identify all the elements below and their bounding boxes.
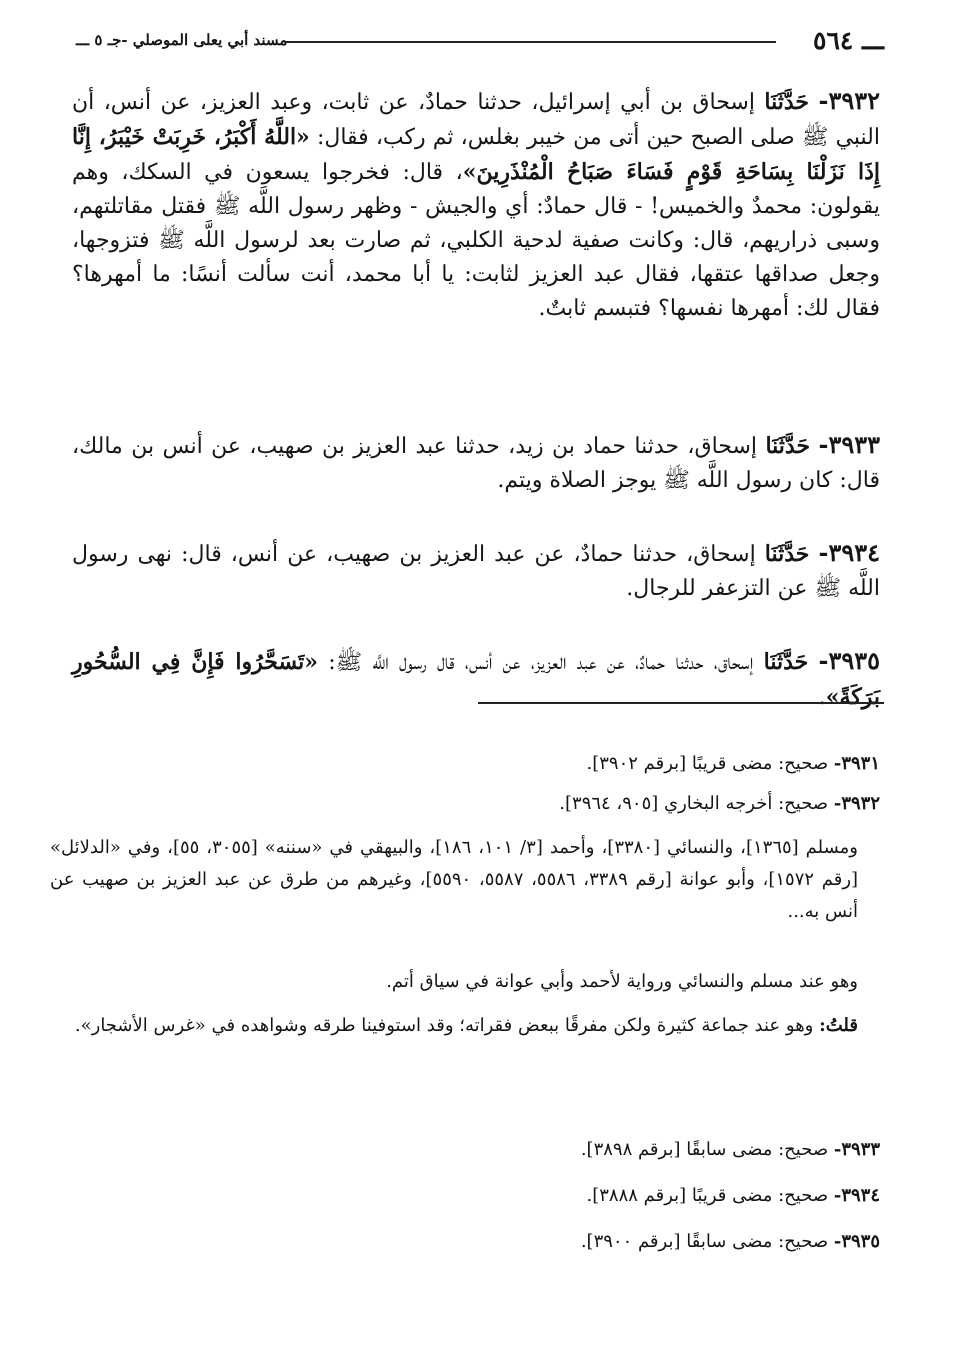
footnote-3934 bbox=[72, 1180, 880, 1212]
hadith-text: إسحاق بن أبي إسرائيل، حدثنا حمادٌ، عن ثابت، وعبد العزيز، عن أنس، أن النبي ﷺ صلى الصبح حين أتى من خيبر بغلس، ثم ركب، فقال: bbox=[72, 90, 880, 150]
hadith-3934 bbox=[72, 536, 880, 606]
header-rule bbox=[286, 41, 776, 43]
hadith-quote: «اللَّهُ أَكْبَرُ، خَرِبَتْ خَيْبَرُ، إِنَّا إِذَا نَزَلْنَا بِسَاحَةِ قَوْمٍ فَسَاءَ صَبَاحُ الْمُنْذَرِينَ» bbox=[72, 124, 880, 185]
footnote-3932 bbox=[72, 788, 880, 820]
author-note-label: قلتُ: bbox=[819, 1015, 858, 1036]
hadith-keyword: حَدَّثَنَا bbox=[764, 541, 810, 567]
hadith-text-after: ، قال: فخرجوا يسعون في السكك، وهم يقولون: محمدٌ والخميس! - قال حمادٌ: أي والجيش - وظهر رسول اللَّه ﷺ فقتل مقاتلتهم، وسبى ذراريهم، قال: وكانت صفية لدحية الكلبي، ثم صارت بعد لرسول اللَّه ﷺ فتزوجها، وجعل صداقها عتقها، فقال عبد العزيز لثابت: يا أبا محمد، أنت سألت أنسًا: ما أمهرها؟ فقال لك: أمهرها نفسها؟ فتبسم ثابتٌ. bbox=[72, 160, 880, 321]
hadith-keyword: حَدَّثَنَا bbox=[765, 433, 811, 459]
author-note-text: وهو عند جماعة كثيرة ولكن مفرقًا ببعض فقراته؛ وقد استوفينا طرقه وشواهده في «غرس الأشجار». bbox=[74, 1015, 814, 1036]
footnote-number: ٣٩٣٣- bbox=[833, 1139, 880, 1160]
hadith-number: ٣٩٣٣- bbox=[818, 430, 881, 459]
hadith-number: ٣٩٣٥- bbox=[818, 646, 881, 675]
hadith-quote: «تَسَحَّرُوا فَإِنَّ فِي السُّحُورِ بَرَكَةً» bbox=[72, 649, 880, 710]
footnote-text: صحيح: أخرجه البخاري [٩٠٥، ٣٩٦٤]. bbox=[559, 793, 829, 814]
footnote-3932-note: وهو عند مسلم والنسائي ورواية لأحمد وأبي عوانة في سياق أتم. bbox=[386, 971, 858, 992]
footnote-number: ٣٩٣٥- bbox=[833, 1231, 880, 1252]
hadith-3933 bbox=[72, 428, 880, 498]
footnote-number: ٣٩٣١- bbox=[833, 753, 880, 774]
footnote-3935 bbox=[72, 1226, 880, 1258]
footnote-text: صحيح: مضى قريبًا [برقم ٣٩٠٢]. bbox=[586, 753, 829, 774]
hadith-number: ٣٩٣٢- bbox=[818, 86, 880, 115]
book-title: مسند أبي يعلى الموصلي -جـ ٥ ـــ bbox=[76, 31, 288, 49]
footnote-3933 bbox=[72, 1134, 880, 1166]
footnote-number: ٣٩٣٢- bbox=[833, 793, 880, 814]
page-number: ـــ ٥٦٤ bbox=[813, 26, 884, 55]
hadith-number: ٣٩٣٤- bbox=[818, 538, 880, 567]
hadith-3935 bbox=[72, 644, 880, 715]
footnote-text: صحيح: مضى سابقًا [برقم ٣٩٠٠]. bbox=[580, 1231, 829, 1252]
hadith-text-after: . bbox=[818, 685, 826, 710]
hadith-3932 bbox=[72, 84, 880, 326]
hadith-text: إسحاق، حدثنا حماد بن زيد، حدثنا عبد العزيز بن صهيب، عن أنس بن مالك، قال: كان رسول اللَّه ﷺ يوجز الصلاة ويتم. bbox=[72, 434, 880, 493]
footnote-number: ٣٩٣٤- bbox=[833, 1185, 880, 1206]
hadith-keyword: حَدَّثَنَا bbox=[764, 89, 810, 115]
running-header bbox=[76, 26, 884, 56]
footnote-3931 bbox=[72, 748, 880, 780]
hadith-text: إسحاق، حدثنا حمادٌ، عن عبد العزيز بن صهيب، عن أنس، قال: نهى رسول اللَّه ﷺ عن التزعفر للرجال. bbox=[72, 542, 880, 601]
footnote-3932-continuation: ومسلم [١٣٦٥]، والنسائي [٣٣٨٠]، وأحمد [٣/ ١٠١، ١٨٦]، والبيهقي في «سننه» [٣٠٥٥، ٥٥]، وفي «الدلائل» [رقم ١٥٧٢]، وأبو عوانة [رقم ٣٣٨٩، ٥٥٨٦، ٥٥٨٧، ٥٥٩٠]، وغيرهم من طرق عن عبد العزيز بن صهيب عن أنس به... bbox=[50, 837, 859, 922]
footnote-text: صحيح: مضى قريبًا [برقم ٣٨٨٨]. bbox=[586, 1185, 829, 1206]
footnote-divider bbox=[478, 702, 884, 704]
footnote-text: صحيح: مضى سابقًا [برقم ٣٨٩٨]. bbox=[580, 1139, 829, 1160]
footnote-author-note bbox=[50, 1010, 880, 1042]
hadith-keyword: حَدَّثَنَا bbox=[763, 649, 809, 675]
hadith-text: إسحاق، حدثنا حمادٌ، عن عبد العزيز، عن أنس، قال رسول اللَّه ﷺ: bbox=[328, 650, 754, 675]
